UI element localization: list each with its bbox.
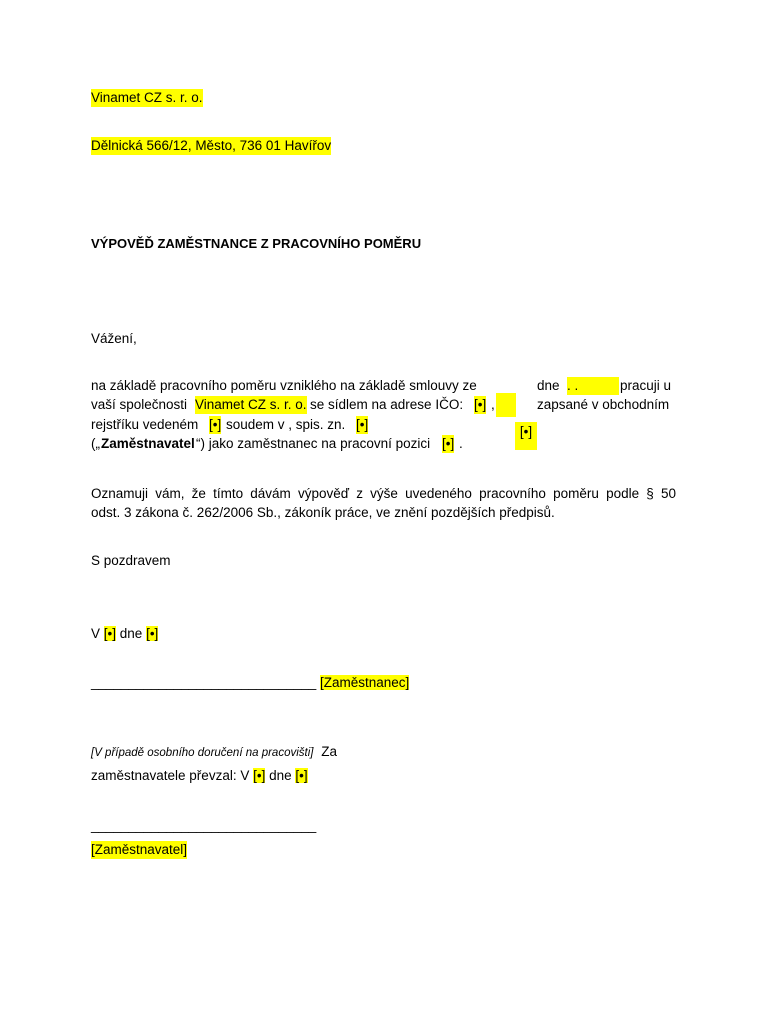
- p1-employer-term: Zaměstnavatel: [101, 436, 195, 451]
- place-placeholder: [•]: [103, 626, 117, 641]
- p1-line2-mid: se sídlem na adrese IČO:: [310, 397, 464, 412]
- p1-comma: ,: [491, 397, 495, 412]
- company-address: Dělnická 566/12, Město, 736 01 Havířov: [91, 138, 332, 153]
- p1-line1-start: na základě pracovního poměru vzniklého na základě smlouvy ze: [91, 378, 477, 393]
- delivery-place-placeholder: [•]: [253, 768, 266, 783]
- place-v: V: [91, 626, 101, 641]
- p1-line4-open: („: [91, 436, 100, 451]
- place-date: [91, 625, 158, 643]
- p1-line2-start: vaší společnosti: [91, 397, 188, 412]
- delivery-note: [91, 743, 337, 762]
- employee-signature-line: ______________________________: [91, 675, 317, 690]
- paragraph-notice-line2: odst. 3 zákona č. 262/2006 Sb., zákoník práce, ve znění pozdějších předpisů.: [91, 505, 555, 520]
- employer-label: [Zaměstnavatel]: [91, 842, 188, 857]
- date-placeholder: [•]: [146, 626, 159, 641]
- p1-line3-mid: soudem v , spis. zn.: [226, 417, 346, 432]
- delivery-za: Za: [321, 744, 338, 759]
- p1-right-placeholder: [•]: [515, 422, 537, 450]
- p1-line1-end: pracuji u: [620, 378, 672, 393]
- p1-line1-dne: dne: [537, 378, 560, 393]
- delivery-italic: [V případě osobního doručení na pracovišti]: [91, 747, 314, 759]
- p1-company: Vinamet CZ s. r. o.: [195, 397, 307, 412]
- p1-line3-start: rejstříku vedeném: [91, 417, 199, 432]
- p1-line2-end: zapsané v obchodním: [537, 397, 670, 412]
- p1-ico-placeholder: [•]: [474, 397, 487, 412]
- document-title: VÝPOVĚĎ ZAMĚSTNANCE Z PRACOVNÍHO POMĚRU: [91, 236, 422, 251]
- delivery-date-placeholder: [•]: [295, 768, 308, 783]
- employer-signature-line: ______________________________: [91, 818, 317, 833]
- p1-period: .: [459, 436, 463, 451]
- employee-label: [Zaměstnanec]: [320, 675, 410, 690]
- salutation: Vážení,: [91, 331, 137, 346]
- p1-spiszn-placeholder: [•]: [356, 417, 369, 432]
- p1-date-placeholder: . .: [567, 377, 619, 395]
- delivery-dne: dne: [265, 768, 292, 783]
- paragraph-notice-line1: Oznamuji vám, že tímto dávám výpověď z výše uvedeného pracovního poměru podle § 50: [91, 486, 676, 501]
- p1-line4-mid: “) jako zaměstnanec na pracovní pozici: [196, 436, 431, 451]
- p1-court-placeholder: [•]: [209, 417, 222, 432]
- place-dne: dne: [116, 626, 143, 641]
- delivery-line2: zaměstnavatele převzal: V: [91, 768, 250, 783]
- delivery-receipt: [91, 767, 308, 785]
- closing: S pozdravem: [91, 553, 171, 568]
- p1-position-placeholder: [•]: [442, 436, 455, 451]
- company-name: Vinamet CZ s. r. o.: [91, 90, 203, 105]
- employee-signature: [91, 674, 409, 692]
- p1-highlight-box: [496, 393, 516, 417]
